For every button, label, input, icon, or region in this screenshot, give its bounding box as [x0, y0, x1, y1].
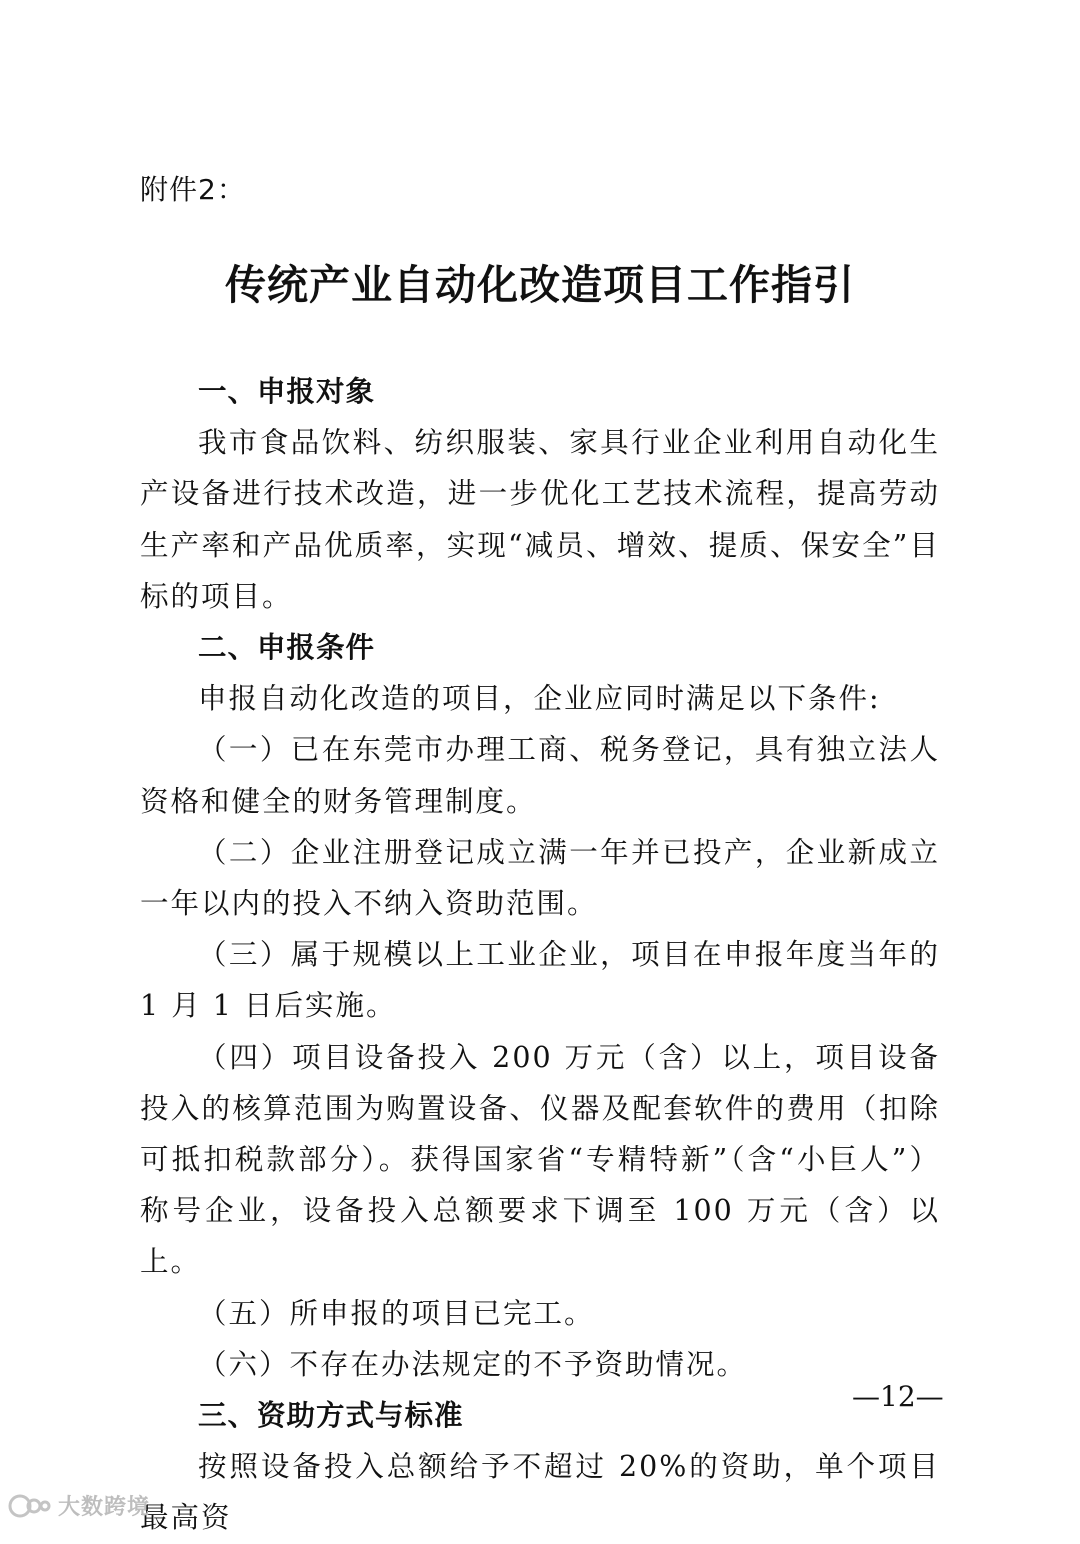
condition-item-4: （四）项目设备投入 200 万元（含）以上，项目设备投入的核算范围为购置设备、仪器及配套软件的费用（扣除可抵扣税款部分）。获得国家省“专精特新”（含“小巨人”）称号企业，设备投入总额要求下调至 100 万元（含）以上。: [140, 1040, 940, 1279]
paragraph: 申报自动化改造的项目，企业应同时满足以下条件:: [198, 682, 881, 716]
section-heading-2: 二、申报条件: [198, 631, 376, 665]
section-heading-3: 三、资助方式与标准: [198, 1399, 464, 1433]
condition-item-2: （二）企业注册登记成立满一年并已投产，企业新成立一年以内的投入不纳入资助范围。: [140, 835, 940, 921]
watermark-logo-icon: [8, 1493, 52, 1519]
condition-item-3: （三）属于规模以上工业企业，项目在申报年度当年的 1 月 1 日后实施。: [140, 938, 940, 1023]
document-title: 传统产业自动化改造项目工作指引: [225, 261, 855, 309]
condition-item-6: （六）不存在办法规定的不予资助情况。: [198, 1347, 748, 1381]
paragraph: 我市食品饮料、纺织服装、家具行业企业利用自动化生产设备进行技术改造，进一步优化工艺技术流程，提高劳动生产率和产品优质率，实现“减员、增效、提质、保安全”目标的项目。: [140, 426, 940, 613]
page-number: —12—: [852, 1380, 944, 1413]
condition-item-1: （一）已在东莞市办理工商、税务登记，具有独立法人资格和健全的财务管理制度。: [140, 733, 940, 818]
watermark-text: 大数跨境: [58, 1495, 151, 1520]
watermark: [8, 1490, 150, 1521]
paragraph: 按照设备投入总额给予不超过 20%的资助，单个项目最高资: [140, 1450, 940, 1535]
section-heading-1: 一、申报对象: [198, 375, 376, 408]
attachment-label: 附件2：: [140, 173, 246, 206]
condition-item-5: （五）所申报的项目已完工。: [198, 1296, 595, 1330]
document-body: [140, 366, 940, 1544]
